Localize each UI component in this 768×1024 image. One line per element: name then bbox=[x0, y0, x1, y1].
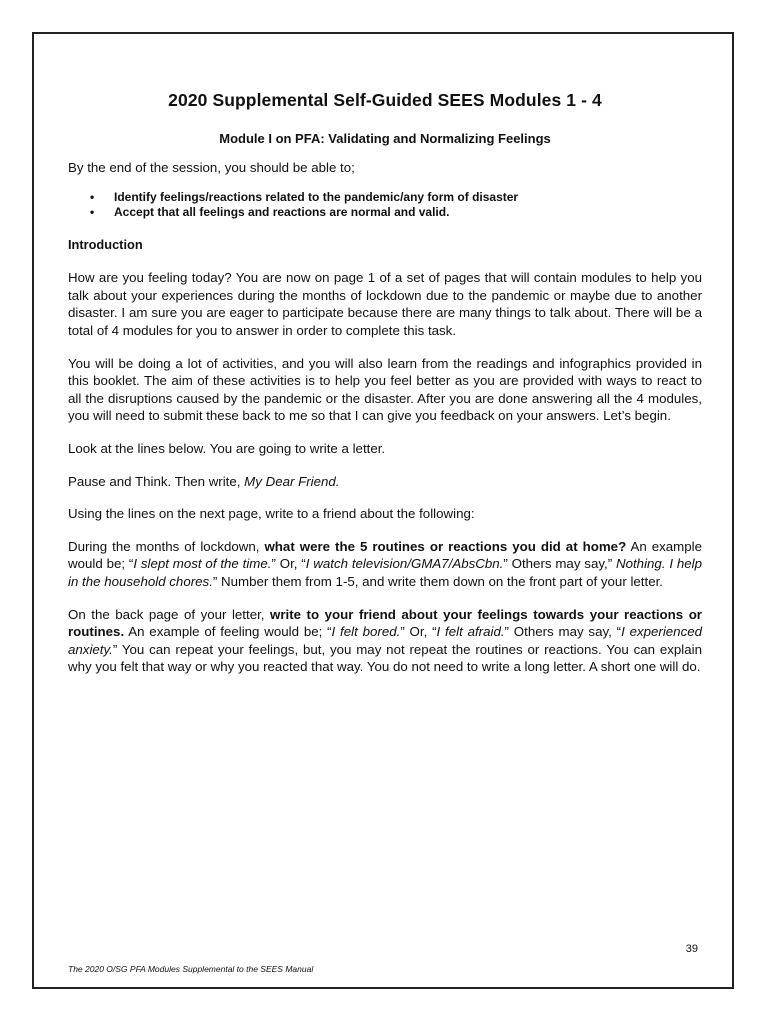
list-item: • Identify feelings/reactions related to the pandemic/any form of disaster bbox=[90, 190, 702, 206]
document-title: 2020 Supplemental Self-Guided SEES Modules 1 - 4 bbox=[168, 90, 602, 110]
paragraph-7 bbox=[68, 606, 702, 676]
paragraph-5: Using the lines on the next page, write to a friend about the following: bbox=[68, 506, 475, 522]
bold-run: write to your friend about your feelings towards your reactions or routines. bbox=[68, 606, 702, 640]
italic-run: I slept most of the time. bbox=[133, 556, 272, 572]
text-run: Pause and Think. Then write, bbox=[68, 473, 245, 489]
objectives-intro: By the end of the session, you should be able to; bbox=[68, 160, 355, 175]
section-heading: Introduction bbox=[68, 236, 143, 252]
text-run: ” Others may say,” bbox=[503, 556, 616, 572]
text-run: ” You can repeat your feelings, but, you may not repeat the routines or reactions. You can explain why you felt that way or why you reacted that way. You do not need to write a long letter. A short one will do. bbox=[68, 641, 702, 675]
text-run: ” Or, “ bbox=[271, 556, 306, 572]
italic-run: I felt afraid. bbox=[436, 624, 505, 640]
page-content bbox=[68, 90, 702, 676]
italic-run: I watch television/GMA7/AbsCbn. bbox=[305, 556, 504, 572]
paragraph-3: Look at the lines below. You are going to write a letter. bbox=[68, 440, 386, 456]
paragraph-1: How are you feeling today? You are now on page 1 of a set of pages that will contain modules to help you talk about your experiences during the months of lockdown due to the pandemic or maybe due to another disaster. I am sure you are eager to participate because there are many things to talk about. There will be a total of 4 modules for you to answer in order to complete this task. bbox=[68, 270, 702, 338]
text-run: ” Others may say, “ bbox=[504, 624, 622, 640]
text-run: On the back page of your letter, bbox=[68, 606, 270, 622]
bold-run: what were the 5 routines or reactions you did at home? bbox=[264, 538, 627, 554]
italic-run: My Dear Friend. bbox=[244, 473, 340, 489]
module-subtitle: Module I on PFA: Validating and Normalizing Feelings bbox=[219, 131, 551, 146]
document-page bbox=[32, 32, 734, 989]
footer-text: The 2020 O/SG PFA Modules Supplemental to the SEES Manual bbox=[68, 964, 314, 974]
italic-run: I experienced anxiety. bbox=[68, 624, 703, 657]
paragraph-2: You will be doing a lot of activities, and you will also learn from the readings and infographics provided in this booklet. The aim of these activities is to help you feel better as you are provided with ways to react to all the disruptions caused by the pandemic or the disaster. After you are done answering all the 4 modules, you will need to submit these back to me so that I can give you feedback on your answers. Let’s begin. bbox=[68, 355, 702, 424]
objectives-list bbox=[68, 190, 702, 221]
italic-run: Nothing. I help in the household chores. bbox=[68, 556, 703, 589]
text-run: An example would be; “ bbox=[68, 538, 702, 572]
paragraph-4 bbox=[68, 473, 702, 491]
text-run: ” Number them from 1-5, and write them down on the front part of your letter. bbox=[212, 573, 663, 589]
text-run: ” Or, “ bbox=[400, 624, 437, 640]
text-run: An example of feeling would be; “ bbox=[124, 624, 332, 640]
paragraph-6 bbox=[68, 538, 702, 591]
page-number: 39 bbox=[685, 943, 698, 955]
italic-run: I felt bored. bbox=[331, 624, 401, 640]
text-run: During the months of lockdown, bbox=[68, 538, 265, 554]
list-item: • Accept that all feelings and reactions are normal and valid. bbox=[90, 205, 702, 221]
